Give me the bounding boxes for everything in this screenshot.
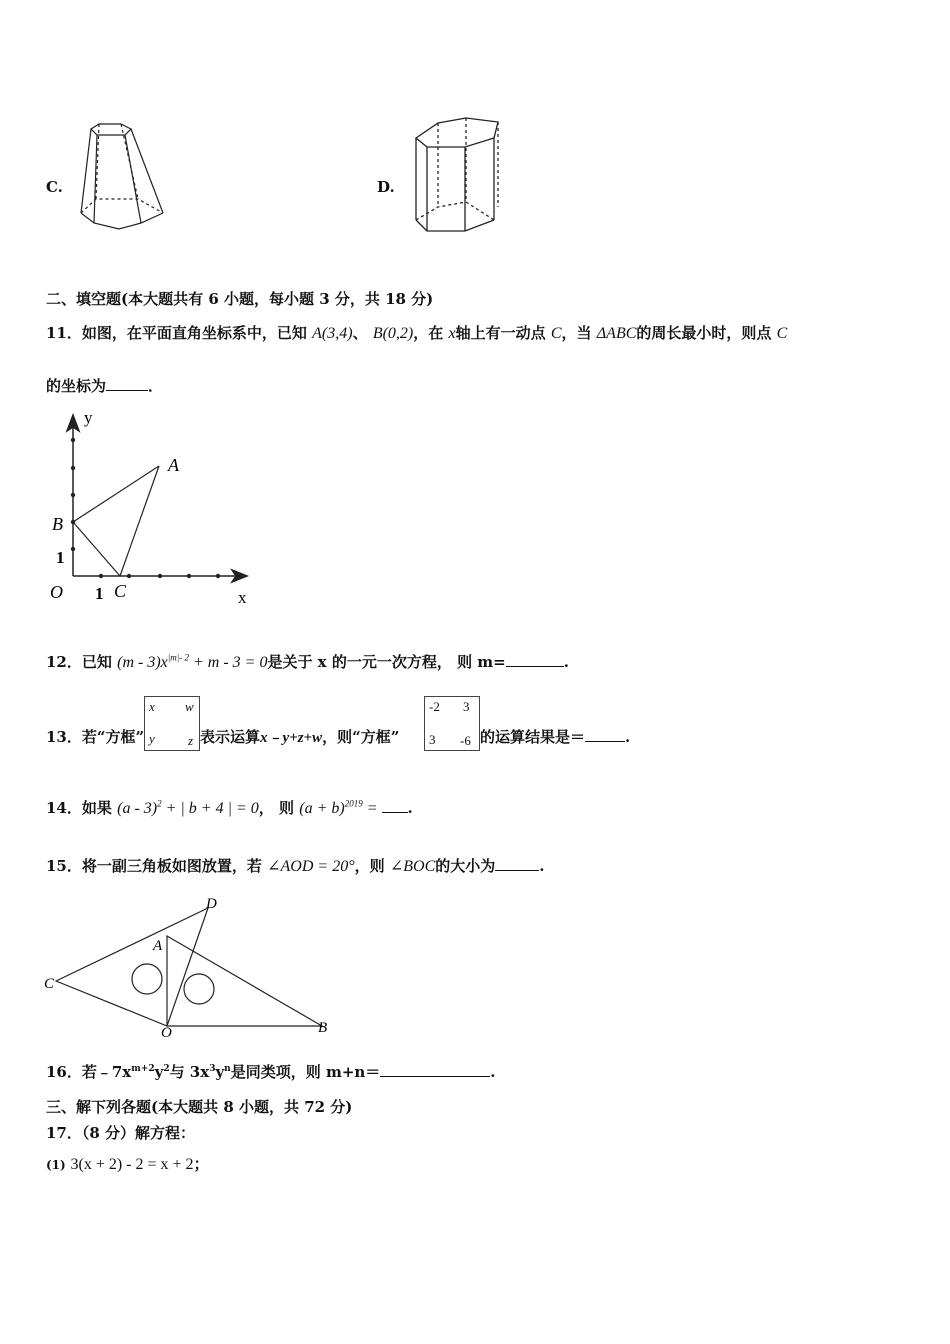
q15-angle2: ∠BOC [389, 858, 436, 875]
q12-eq-rest: + m - 3 = 0 [188, 654, 268, 671]
triangle-abc [73, 466, 159, 576]
question-17-part1 [46, 1153, 209, 1174]
q17-part1-end: ； [193, 1155, 209, 1173]
fig-label-a: A [168, 455, 179, 475]
q15-number: 15． [46, 857, 82, 875]
q15-text3: 的大小为 [435, 857, 496, 875]
q14-text1: 如果 [81, 799, 112, 817]
question-14 [46, 797, 413, 818]
q13-text4: 的运算结果是＝ [480, 728, 586, 746]
q13-text1: 若“方框” [81, 728, 145, 746]
q13-box2-bl: 3 [429, 732, 436, 747]
q16-exp1: m+2 [131, 1064, 155, 1074]
q13-box1-br: z [188, 733, 194, 748]
q14-eq2-exp: 2019 [344, 798, 363, 809]
q13-end-mark: . [625, 728, 631, 746]
fig-label-one-y: 1 [56, 548, 65, 567]
q16-exp4: n [224, 1064, 231, 1074]
q15-end: . [539, 857, 545, 875]
question-13-middle [200, 726, 399, 747]
q14-eq1-rest: + | b + 4 | = 0 [161, 800, 259, 817]
q16-answer-blank [380, 1063, 490, 1077]
set-square-1 [56, 908, 208, 1026]
q11-point-b: B(0,2) [372, 325, 414, 342]
q11-number: 11． [46, 324, 82, 342]
q11-point-c2: C [776, 325, 788, 342]
q14-eq1-exp: 2 [157, 798, 162, 809]
question-11-line1 [46, 322, 787, 343]
fig15-label-c: C [44, 976, 55, 992]
q11-text5: 的周长最小时，则点 [636, 324, 772, 342]
q15-text1: 将一副三角板如图放置，若 [81, 857, 262, 875]
q11-end: ． [148, 377, 164, 395]
question-13-end [480, 726, 630, 747]
q11-text4: ，当 [561, 324, 592, 342]
q12-eq-exponent: |m|- 2 [167, 652, 189, 663]
q14-equation2 [299, 800, 377, 817]
fig15-label-o: O [161, 1025, 172, 1041]
q11-point-c: C [550, 325, 562, 342]
q16-text4: y [215, 1063, 225, 1081]
q11-axis: x [448, 325, 456, 342]
q11-text6: 的坐标为 [46, 377, 107, 395]
q13-box1-tr: w [185, 699, 194, 714]
q14-eq1-base: (a - 3) [117, 800, 158, 817]
question-11-line2 [46, 375, 163, 396]
q14-answer-blank [382, 799, 408, 813]
fig-label-b: B [52, 514, 63, 534]
q13-box2-tl: -2 [429, 699, 440, 714]
q16-text2: y [154, 1063, 164, 1081]
q13-box1 [144, 696, 200, 751]
q11-text2: ，在 [413, 324, 444, 342]
fig-label-y: y [84, 408, 93, 427]
q11-coordinate-figure [44, 405, 259, 610]
q15-answer-blank [495, 857, 539, 871]
q11-text3: 轴上有一动点 [455, 324, 546, 342]
q13-box1-bl: y [149, 731, 155, 746]
q11-sep: 、 [352, 324, 368, 342]
q12-answer-blank [506, 653, 564, 667]
q13-box1-tl: x [149, 699, 155, 714]
q14-eq2-rest: = [362, 800, 378, 817]
q15-text2: ，则 [354, 857, 385, 875]
q16-text3: 与 3x [169, 1063, 210, 1081]
q16-end: . [490, 1063, 496, 1081]
q14-text2: ， 则 [258, 799, 295, 817]
q12-number: 12． [46, 653, 82, 671]
q16-text1: 若﹣7x [81, 1063, 132, 1081]
option-d-prism-figure [410, 110, 520, 240]
question-12 [46, 651, 569, 672]
question-16 [46, 1061, 496, 1082]
q12-equation [117, 654, 267, 671]
fig15-label-a: A [153, 938, 163, 954]
option-c-label: C. [46, 178, 63, 196]
q14-eq2-base: (a + b) [299, 800, 345, 817]
option-d-label: D. [377, 178, 395, 196]
question-13-number-text [46, 726, 144, 747]
q12-eq-base: (m - 3)x [117, 654, 168, 671]
q12-text2: 是关于 x 的一元一次方程， 则 m= [267, 653, 506, 671]
q16-exp3: 3 [209, 1064, 216, 1074]
q14-end: . [407, 799, 413, 817]
q15-angle1: ∠AOD = 20° [267, 858, 355, 875]
q16-text5: 是同类项，则 m+n＝ [230, 1063, 381, 1081]
hole-1 [132, 964, 162, 994]
q13-box2-tr: 3 [463, 699, 470, 714]
q11-triangle: ΔABC [596, 325, 637, 342]
q13-box2-br: -6 [460, 733, 471, 748]
fig-label-x: x [238, 588, 247, 607]
q13-answer-blank [585, 728, 625, 742]
fig-label-o: O [50, 582, 63, 602]
section-2-heading: 二、填空题(本大题共有 6 小题，每小题 3 分，共 18 分) [46, 290, 434, 308]
section-3-heading: 三、解下列各题(本大题共 8 小题，共 72 分) [46, 1098, 353, 1116]
q12-text1: 已知 [81, 653, 112, 671]
option-c-frustum-figure [70, 115, 180, 240]
fig-label-one-x: 1 [95, 584, 104, 603]
q13-box2 [424, 696, 480, 751]
q13-number: 13． [46, 728, 82, 746]
q17-part1-label: (1) [46, 1158, 66, 1172]
q14-equation1 [117, 800, 259, 817]
question-15 [46, 855, 545, 876]
q13-expr: x﹣y+z+w [260, 730, 323, 746]
question-17-title: 17．（8 分）解方程： [46, 1124, 196, 1142]
q12-end: . [563, 653, 569, 671]
hole-2 [184, 974, 214, 1004]
q15-set-squares-figure [40, 895, 340, 1045]
q13-text2: 表示运算 [200, 728, 261, 746]
q16-number: 16． [46, 1063, 82, 1081]
q14-number: 14． [46, 799, 82, 817]
fig15-label-d: D [206, 896, 217, 912]
q17-part1-equation: 3(x + 2) - 2 = x + 2 [70, 1156, 194, 1173]
q11-text1: 如图，在平面直角坐标系中，已知 [81, 324, 307, 342]
q11-point-a: A(3,4) [312, 325, 353, 342]
fig15-label-b: B [318, 1020, 328, 1036]
fig-label-c: C [114, 581, 127, 601]
set-square-2 [167, 936, 322, 1026]
q11-answer-blank [106, 377, 148, 391]
q13-text3: ，则“方框” [322, 728, 400, 746]
q16-exp2: 2 [163, 1064, 170, 1074]
